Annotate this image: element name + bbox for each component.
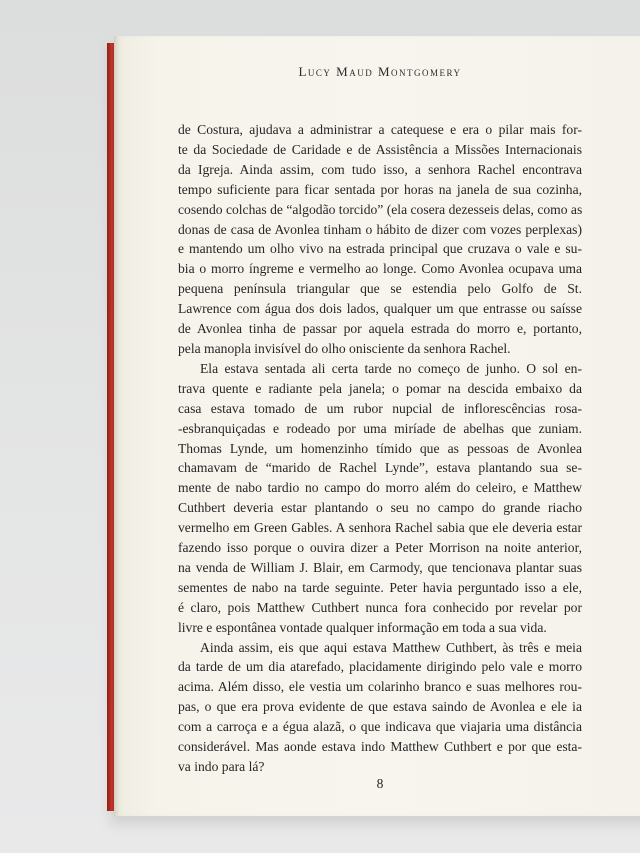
text-line: da Igreja. Ainda assim, com tudo isso, a senhora Rachel encontrava <box>178 161 582 177</box>
text-line: de Costura, ajudava a administrar a catequese e era o pilar mais for- <box>178 122 582 137</box>
text-line: considerável. Mas aonde estava indo Matthew Cuthbert e por que esta- <box>178 739 582 755</box>
text-line: Thomas Lynde, um homenzinho tímido que as pessoas de Avonlea <box>178 440 582 456</box>
running-head <box>114 64 640 80</box>
book-page <box>114 36 640 816</box>
text-line: livre e espontânea vontade qualquer informação em toda a sua vida. <box>178 619 547 635</box>
text-line: vermelho em Green Gables. A senhora Rachel sabia que ele deveria estar <box>178 520 582 536</box>
text-line: Ela estava sentada ali certa tarde no começo de junho. O sol en- <box>200 360 582 376</box>
text-line: com a carroça e a égua alazã, o que indicava que viajaria uma distância <box>178 719 582 735</box>
text-line: va indo para lá? <box>178 759 265 774</box>
page-number: 8 <box>376 776 384 791</box>
text-line: fazendo isso porque o ouvira dizer a Peter Morrison na noite anterior, <box>178 540 582 556</box>
text-line: pas, o que era prova evidente de que estava saindo de Avonlea e ele ia <box>178 699 582 715</box>
text-line: Cuthbert deveria estar plantando o seu no campo do grande riacho <box>178 500 582 516</box>
text-line: da tarde de um dia atarefado, placidamente dirigindo pelo vale e morro <box>178 659 582 675</box>
text-line: trava quente e radiante pela janela; o pomar na descida embaixo da <box>178 380 582 396</box>
text-line: de Avonlea tinha de passar por aquela estrada do morro e, portanto, <box>178 321 582 337</box>
text-line: tempo suficiente para ficar sentada por horas na janela de sua cozinha, <box>178 181 582 197</box>
text-line: acima. Além disso, ele vestia um colarinho branco e suas melhores rou- <box>178 679 582 695</box>
text-line: te da Sociedade de Caridade e de Assistência a Missões Internacionais <box>178 141 582 157</box>
body-text <box>178 120 582 777</box>
text-line: chamavam de “marido de Rachel Lynde”, estava plantando sua se- <box>178 460 582 476</box>
text-line: na venda de William J. Blair, em Carmody, que tencionava plantar suas <box>178 559 582 575</box>
text-line: donas de casa de Avonlea tinham o hábito de dizer com vozes perplexas) <box>178 221 582 237</box>
text-line: é claro, pois Matthew Cuthbert nunca fora conhecido por revelar por <box>178 599 582 615</box>
text-line: cosendo colchas de “algodão torcido” (ela cosera dezesseis delas, como as <box>178 201 583 217</box>
text-line: bia o morro íngreme e vermelho ao longe. Como Avonlea ocupava uma <box>178 261 582 277</box>
running-head-text: Lucy Maud Montgomery <box>298 64 462 79</box>
text-line: casa estava tomado de um rubor nupcial de inflorescências rosa- <box>178 400 582 416</box>
text-line: mente de nabo tardio no campo do morro além do celeiro, e Matthew <box>178 480 582 496</box>
text-line: pela manopla invisível do olho onisciente da senhora Rachel. <box>178 340 511 356</box>
text-line: sementes de nabo na tarde seguinte. Peter havia perguntado isso a ele, <box>178 579 582 595</box>
text-line: e mantendo um olho vivo na estrada principal que cruzava o vale e su- <box>178 241 582 257</box>
paragraph <box>178 359 582 638</box>
paragraph <box>178 120 582 359</box>
text-line: Ainda assim, eis que aqui estava Matthew Cuthbert, às três e meia <box>200 639 582 655</box>
text-line: -esbranquiçadas e rodeado por uma miríade de abelhas que zuniam. <box>178 420 582 436</box>
text-line: Lawrence com água dos dois lados, qualquer um que entrasse ou saísse <box>178 301 582 317</box>
paragraph <box>178 638 582 777</box>
text-line: pequena península triangular que se estendia pelo Golfo de St. <box>178 281 582 297</box>
